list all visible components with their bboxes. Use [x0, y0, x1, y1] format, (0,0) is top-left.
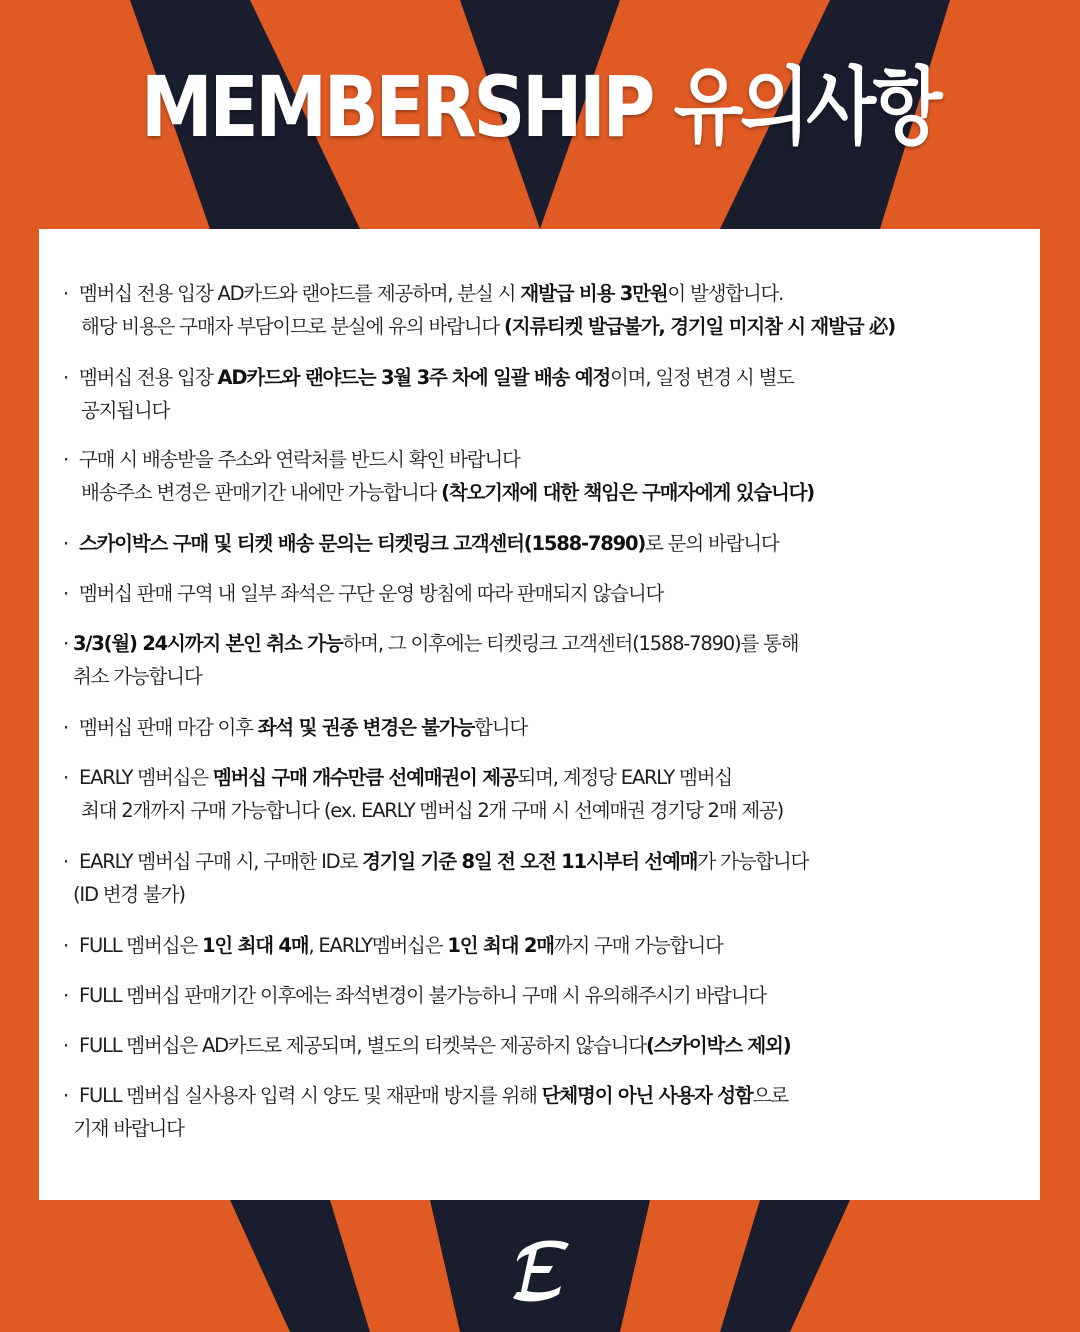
notice-text: FULL 멤버십은 [79, 934, 202, 957]
bullet-icon: · [63, 1084, 68, 1107]
notice-line [39, 1112, 1040, 1145]
notice-text: 멤버십 전용 입장 [79, 366, 218, 389]
notice-line [39, 794, 1040, 827]
notice-text: 해당 비용은 구매자 부담이므로 분실에 유의 바랍니다 [81, 315, 505, 338]
notice-line [39, 711, 1040, 744]
notice-text: 배송주소 변경은 판매기간 내에만 가능합니다 [81, 481, 442, 504]
notice-emphasis: 1인 최대 2매 [447, 934, 554, 957]
notice-item [39, 527, 1040, 560]
notice-text: FULL 멤버십 실사용자 입력 시 양도 및 재판매 방지를 위해 [79, 1084, 542, 1107]
notice-item [39, 711, 1040, 744]
notice-text: 멤버십 판매 구역 내 일부 좌석은 구단 운영 방침에 따라 판매되지 않습니다 [79, 582, 664, 605]
notice-emphasis: (착오기재에 대한 책임은 구매자에게 있습니다) [441, 481, 814, 504]
notice-item [39, 577, 1040, 610]
notice-line [39, 1079, 1040, 1112]
bullet-icon: · [63, 934, 68, 957]
notice-item [39, 361, 1040, 427]
notice-panel [39, 229, 1040, 1200]
bullet-icon: · [63, 850, 68, 873]
notice-line [39, 476, 1040, 509]
notice-item [39, 929, 1040, 962]
notice-line [39, 394, 1040, 427]
notice-emphasis: 경기일 기준 8일 전 오전 11시부터 선예매 [362, 850, 698, 873]
notice-line [39, 527, 1040, 560]
bullet-icon: · [63, 1034, 68, 1057]
stripe [0, 229, 39, 1200]
notice-line [39, 1029, 1040, 1062]
notice-text: EARLY 멤버십 구매 시, 구매한 ID로 [79, 850, 363, 873]
notice-text: 멤버십 판매 마감 이후 [79, 716, 258, 739]
notice-text: 으로 [752, 1084, 788, 1107]
notice-text: , EARLY멤버십은 [308, 934, 448, 957]
notice-text: 합니다 [474, 716, 528, 739]
notice-line [39, 761, 1040, 794]
notice-text: 하며, 그 이후에는 티켓링크 고객센터(1588-7890)를 통해 [342, 632, 799, 655]
notice-emphasis: 스카이박스 구매 및 티켓 배송 문의는 티켓링크 고객센터(1588-7890) [79, 532, 646, 555]
notice-line [39, 443, 1040, 476]
notice-item [39, 1079, 1040, 1145]
notice-emphasis: 좌석 및 권종 변경은 불가능 [257, 716, 475, 739]
notice-text: FULL 멤버십은 AD카드로 제공되며, 별도의 티켓북은 제공하지 않습니다 [79, 1034, 646, 1057]
notice-text: 구매 시 배송받을 주소와 연락처를 반드시 확인 바랍니다 [79, 448, 520, 471]
notice-line [39, 310, 1040, 343]
bullet-icon: · [63, 984, 68, 1007]
notice-item [39, 761, 1040, 827]
notice-text: 로 문의 바랍니다 [645, 532, 779, 555]
notice-item [39, 845, 1040, 911]
notice-text: 이 발생합니다. [667, 282, 784, 305]
bullet-icon: · [63, 632, 68, 655]
notice-line [39, 845, 1040, 878]
notice-text: 멤버십 전용 입장 AD카드와 랜야드를 제공하며, 분실 시 [79, 282, 521, 305]
notice-item [39, 277, 1040, 343]
notice-text: 까지 구매 가능합니다 [553, 934, 723, 957]
notice-text: EARLY 멤버십은 [79, 766, 213, 789]
notice-emphasis: (스카이박스 제외) [645, 1034, 791, 1057]
notice-text: 공지됩니다 [81, 399, 170, 422]
notice-text: 되며, 계정당 EARLY 멤버십 [517, 766, 733, 789]
notice-item [39, 979, 1040, 1012]
notice-line [39, 277, 1040, 310]
notice-text: 이며, 일정 변경 시 별도 [610, 366, 794, 389]
team-e-logo [509, 1236, 573, 1306]
bullet-icon: · [63, 366, 68, 389]
bullet-icon: · [63, 716, 68, 739]
notice-line [39, 361, 1040, 394]
page-title: MEMBERSHIP 유의사항 [140, 58, 940, 156]
notice-line [39, 878, 1040, 911]
stripe [1040, 229, 1080, 1200]
notice-item [39, 627, 1040, 693]
bullet-icon: · [63, 582, 68, 605]
bullet-icon: · [63, 448, 68, 471]
notice-emphasis: AD카드와 랜야드는 3월 3주 차에 일괄 배송 예정 [217, 366, 611, 389]
notice-emphasis: 3/3(월) 24시까지 본인 취소 가능 [73, 632, 343, 655]
notice-emphasis: 재발급 비용 3만원 [520, 282, 668, 305]
notice-text: (ID 변경 불가) [73, 883, 185, 906]
notice-emphasis: 1인 최대 4매 [201, 934, 309, 957]
notice-line [39, 577, 1040, 610]
notice-line [39, 627, 1040, 660]
notice-item [39, 1029, 1040, 1062]
notice-line [39, 660, 1040, 693]
notice-emphasis: (지류티켓 발급불가, 경기일 미지참 시 재발급 必) [504, 315, 895, 338]
notice-text: 가 가능합니다 [697, 850, 809, 873]
notice-item [39, 443, 1040, 509]
notice-emphasis: 멤버십 구매 개수만큼 선예매권이 제공 [212, 766, 518, 789]
notice-text: 최대 2개까지 구매 가능합니다 (ex. EARLY 멤버십 2개 구매 시 선예매권 경기당 2매 제공) [81, 799, 784, 822]
bullet-icon: · [63, 532, 68, 555]
notice-text: 취소 가능합니다 [73, 665, 202, 688]
notice-line [39, 979, 1040, 1012]
notice-text: FULL 멤버십 판매기간 이후에는 좌석변경이 불가능하니 구매 시 유의해주시기 바랍니다 [79, 984, 767, 1007]
bullet-icon: · [63, 282, 68, 305]
notice-text: 기재 바랍니다 [73, 1117, 184, 1140]
bullet-icon: · [63, 766, 68, 789]
notice-emphasis: 단체명이 아닌 사용자 성함 [541, 1084, 753, 1107]
notice-line [39, 929, 1040, 962]
